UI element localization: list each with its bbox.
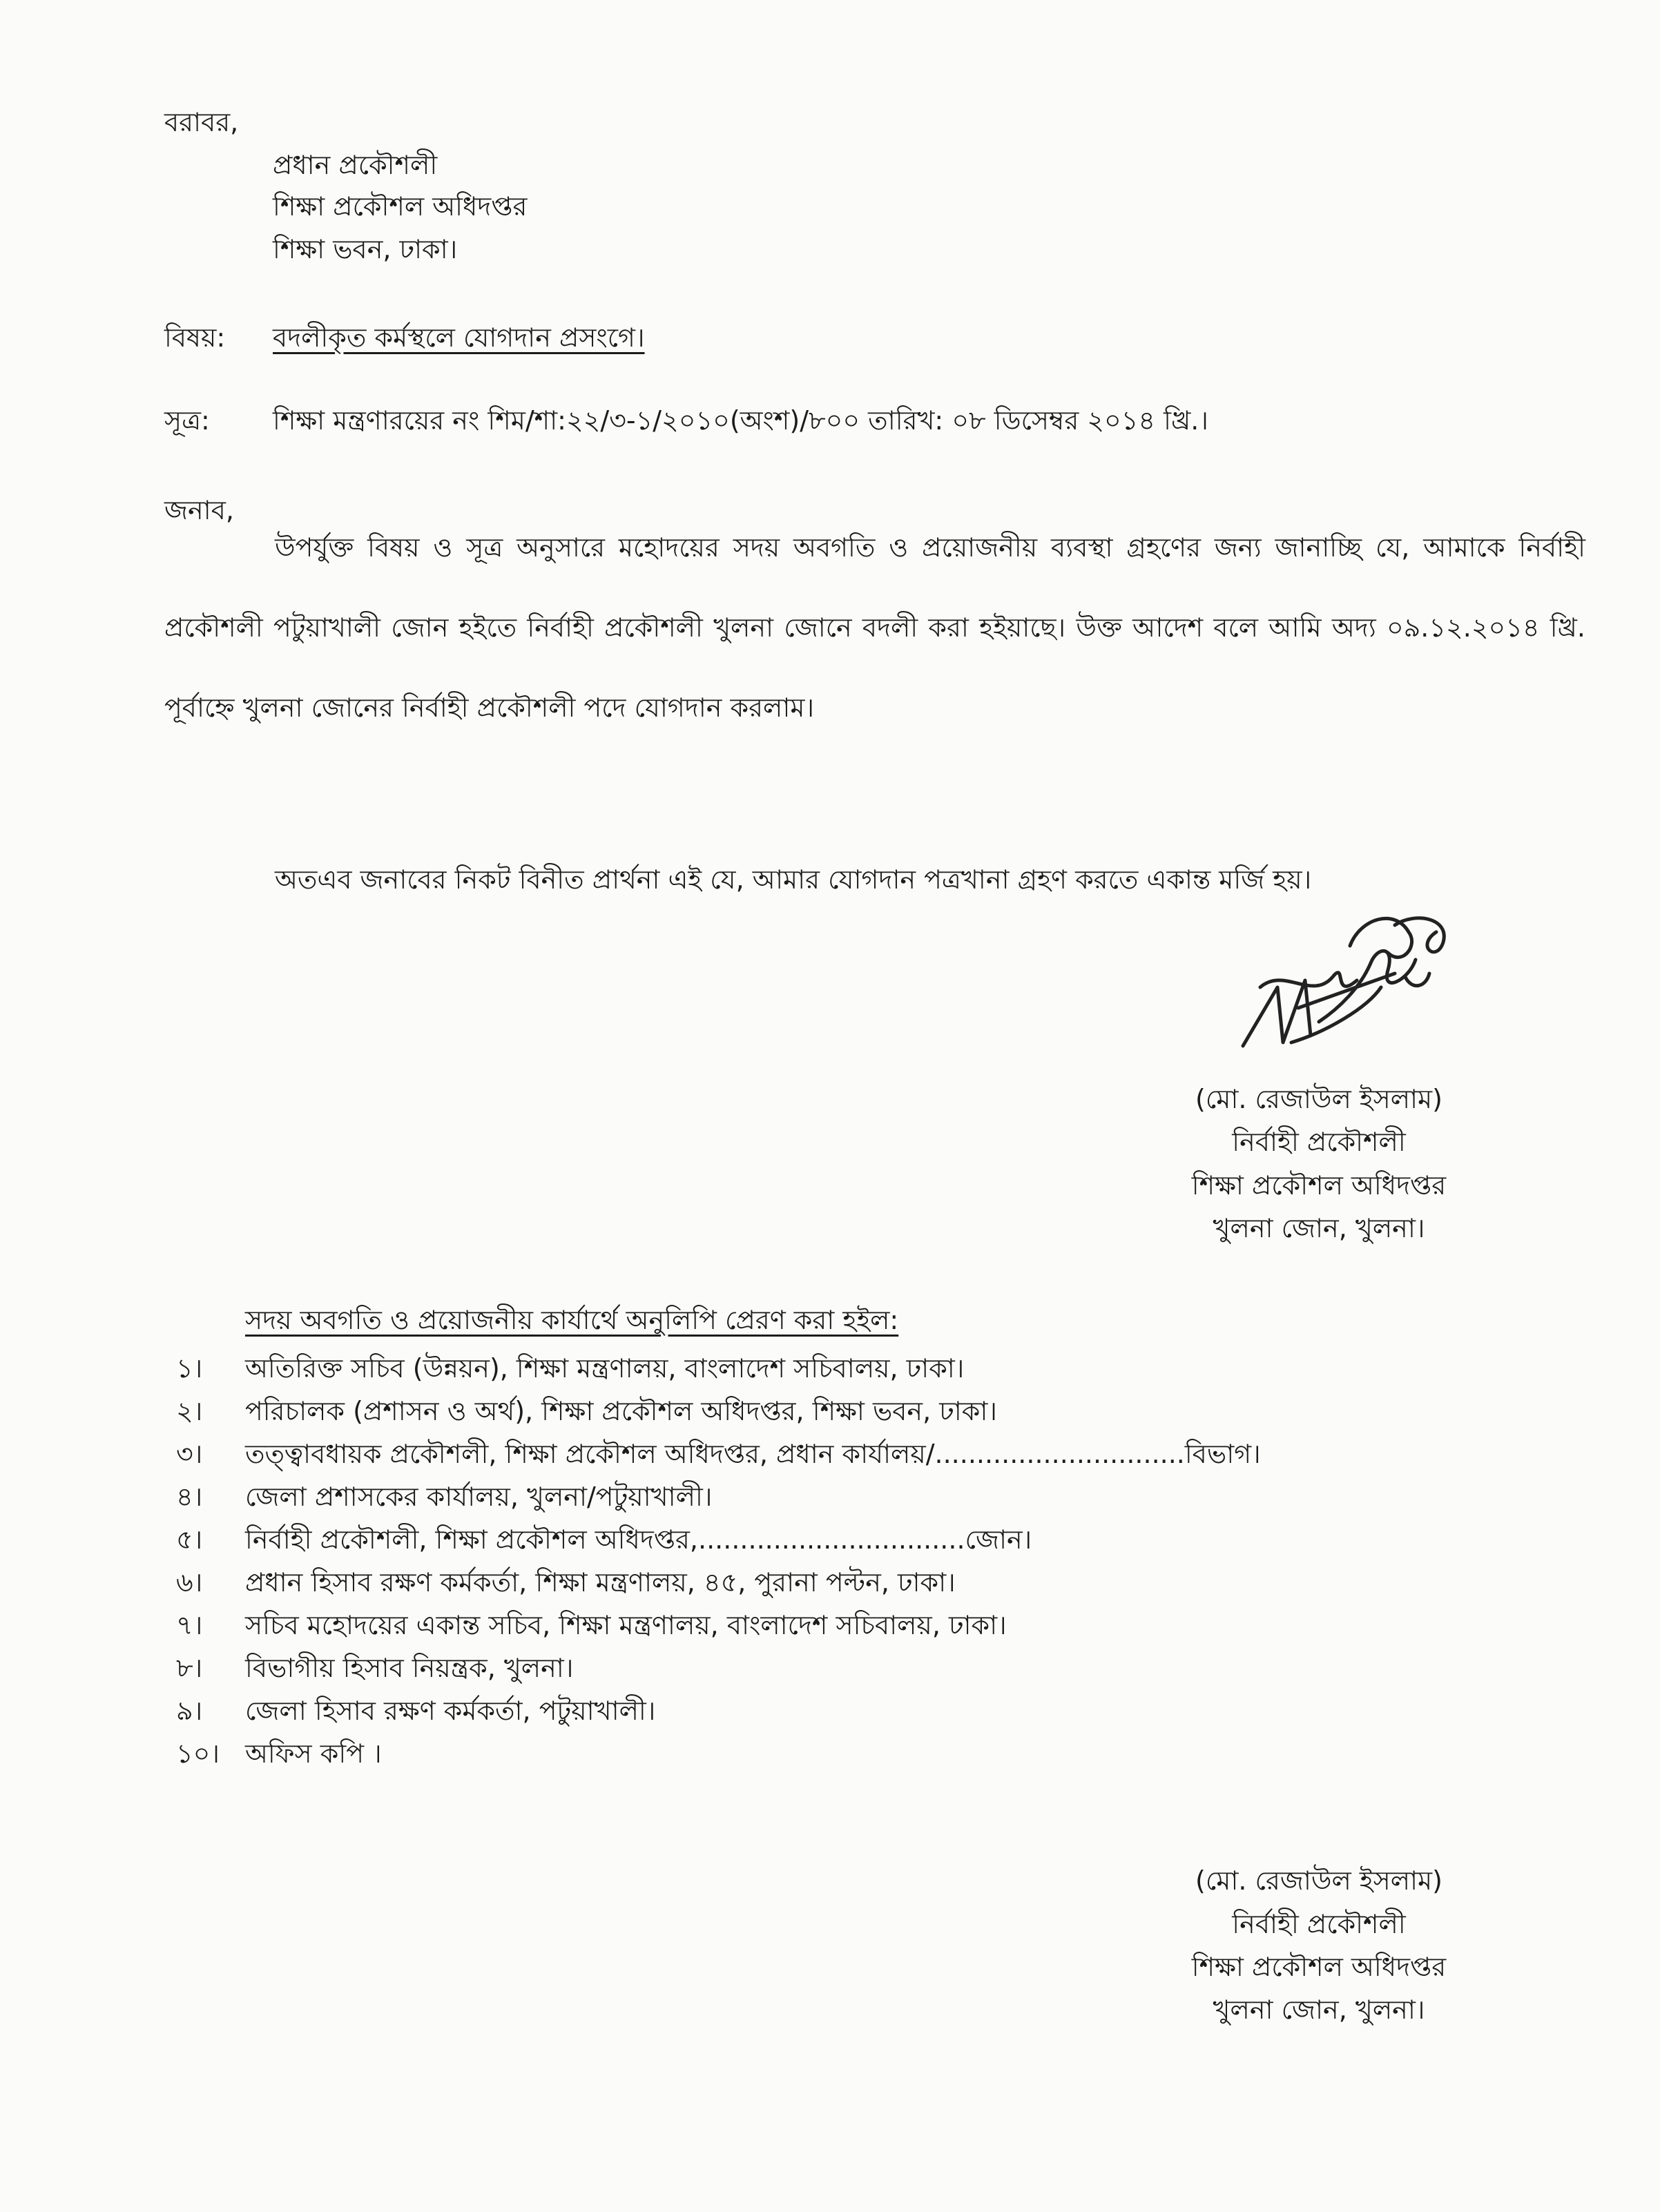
reference-label: সূত্র: [164, 405, 210, 436]
request-line: অতএব জনাবের নিকট বিনীত প্রার্থনা এই যে, আমার যোগদান পত্রখানা গ্রহণ করতে একান্ত মর্জি হয়। [275, 864, 1312, 895]
copy-number: ৮। [176, 1653, 203, 1683]
subject-text: বদলীকৃত কর্মস্থলে যোগদান প্রসংগে। [273, 322, 645, 353]
signatory-bottom-office: শিক্ষা প্রকৌশল অধিদপ্তর [1191, 1952, 1447, 1982]
copy-text: অতিরিক্ত সচিব (উন্নয়ন), শিক্ষা মন্ত্রণালয়, বাংলাদেশ সচিবালয়, ঢাকা। [245, 1353, 965, 1384]
copy-number: ৩। [176, 1439, 203, 1469]
copy-text: তত্ত্বাবধায়ক প্রকৌশলী, শিক্ষা প্রকৌশল অধিদপ্তর, প্রধান কার্যালয়/..............................বিভাগ। [245, 1439, 1261, 1469]
recipient-line-2: শিক্ষা প্রকৌশল অধিদপ্তর [273, 191, 528, 222]
body-text: উপর্যুক্ত বিষয় ও সূত্র অনুসারে মহোদয়ের সদয় অবগতি ও প্রয়োজনীয় ব্যবস্থা গ্রহণের জন্য জানাচ্ছি যে, আমাকে নির্বাহী প্রকৌশলী পটুয়াখালী জোন হইতে নির্বাহী প্রকৌশলী খুলনা জোনে বদলী করা হইয়াছে। উক্ত আদেশ বলে আমি অদ্য ০৯.১২.২০১৪ খ্রি. পূর্বাহ্নে খুলনা জোনের নির্বাহী প্রকৌশলী পদে যোগদান করলাম। [164, 532, 1585, 723]
reference-text: শিক্ষা মন্ত্রণারয়ের নং শিম/শা:২২/৩-১/২০১০(অংশ)/৮০০ তারিখ: ০৮ ডিসেম্বর ২০১৪ খ্রি.। [273, 405, 1208, 436]
signatory-bottom-designation: নির্বাহী প্রকৌশলী [1232, 1909, 1406, 1939]
signatory-office: শিক্ষা প্রকৌশল অধিদপ্তর [1191, 1170, 1447, 1201]
copy-number: ৭। [176, 1610, 203, 1640]
recipient-line-3: শিক্ষা ভবন, ঢাকা। [273, 234, 458, 264]
copy-text: প্রধান হিসাব রক্ষণ কর্মকর্তা, শিক্ষা মন্ত্রণালয়, ৪৫, পুরানা পল্টন, ঢাকা। [245, 1567, 956, 1598]
copy-heading: সদয় অবগতি ও প্রয়োজনীয় কার্যার্থে অনুলিপি প্রেরণ করা হইল: [245, 1305, 899, 1335]
signatory-bottom-location: খুলনা জোন, খুলনা। [1213, 1995, 1425, 2025]
copy-text: পরিচালক (প্রশাসন ও অর্থ), শিক্ষা প্রকৌশল অধিদপ্তর, শিক্ষা ভবন, ঢাকা। [245, 1396, 997, 1426]
copy-number: ৬। [176, 1567, 203, 1598]
copy-number: ৯। [176, 1696, 203, 1726]
copy-number: ২। [176, 1396, 203, 1426]
copy-number: ১। [176, 1353, 203, 1384]
body-paragraph [164, 507, 1585, 748]
signature-icon [1229, 904, 1478, 1063]
copy-text: জেলা হিসাব রক্ষণ কর্মকর্তা, পটুয়াখালী। [245, 1696, 656, 1726]
signatory-bottom-name: (মো. রেজাউল ইসলাম) [1195, 1865, 1442, 1896]
copy-text: বিভাগীয় হিসাব নিয়ন্ত্রক, খুলনা। [245, 1653, 574, 1683]
signatory-name: (মো. রেজাউল ইসলাম) [1195, 1084, 1442, 1114]
copy-text: সচিব মহোদয়ের একান্ত সচিব, শিক্ষা মন্ত্রণালয়, বাংলাদেশ সচিবালয়, ঢাকা। [245, 1610, 1007, 1640]
recipient-line-1: প্রধান প্রকৌশলী [273, 150, 438, 180]
copy-number: ১০। [176, 1738, 220, 1769]
copy-text: জেলা প্রশাসকের কার্যালয়, খুলনা/পটুয়াখালী। [245, 1482, 713, 1512]
subject-label: বিষয়: [164, 322, 226, 353]
copy-number: ৪। [176, 1482, 203, 1512]
greeting: জনাব, [164, 495, 234, 525]
signatory-location: খুলনা জোন, খুলনা। [1213, 1213, 1425, 1243]
copy-text: নির্বাহী প্রকৌশলী, শিক্ষা প্রকৌশল অধিদপ্তর,................................জোন। [245, 1524, 1032, 1555]
copy-number: ৫। [176, 1524, 203, 1555]
signatory-designation: নির্বাহী প্রকৌশলী [1232, 1127, 1406, 1157]
recipient-to: বরাবর, [164, 107, 239, 137]
copy-text: অফিস কপি । [245, 1738, 382, 1769]
